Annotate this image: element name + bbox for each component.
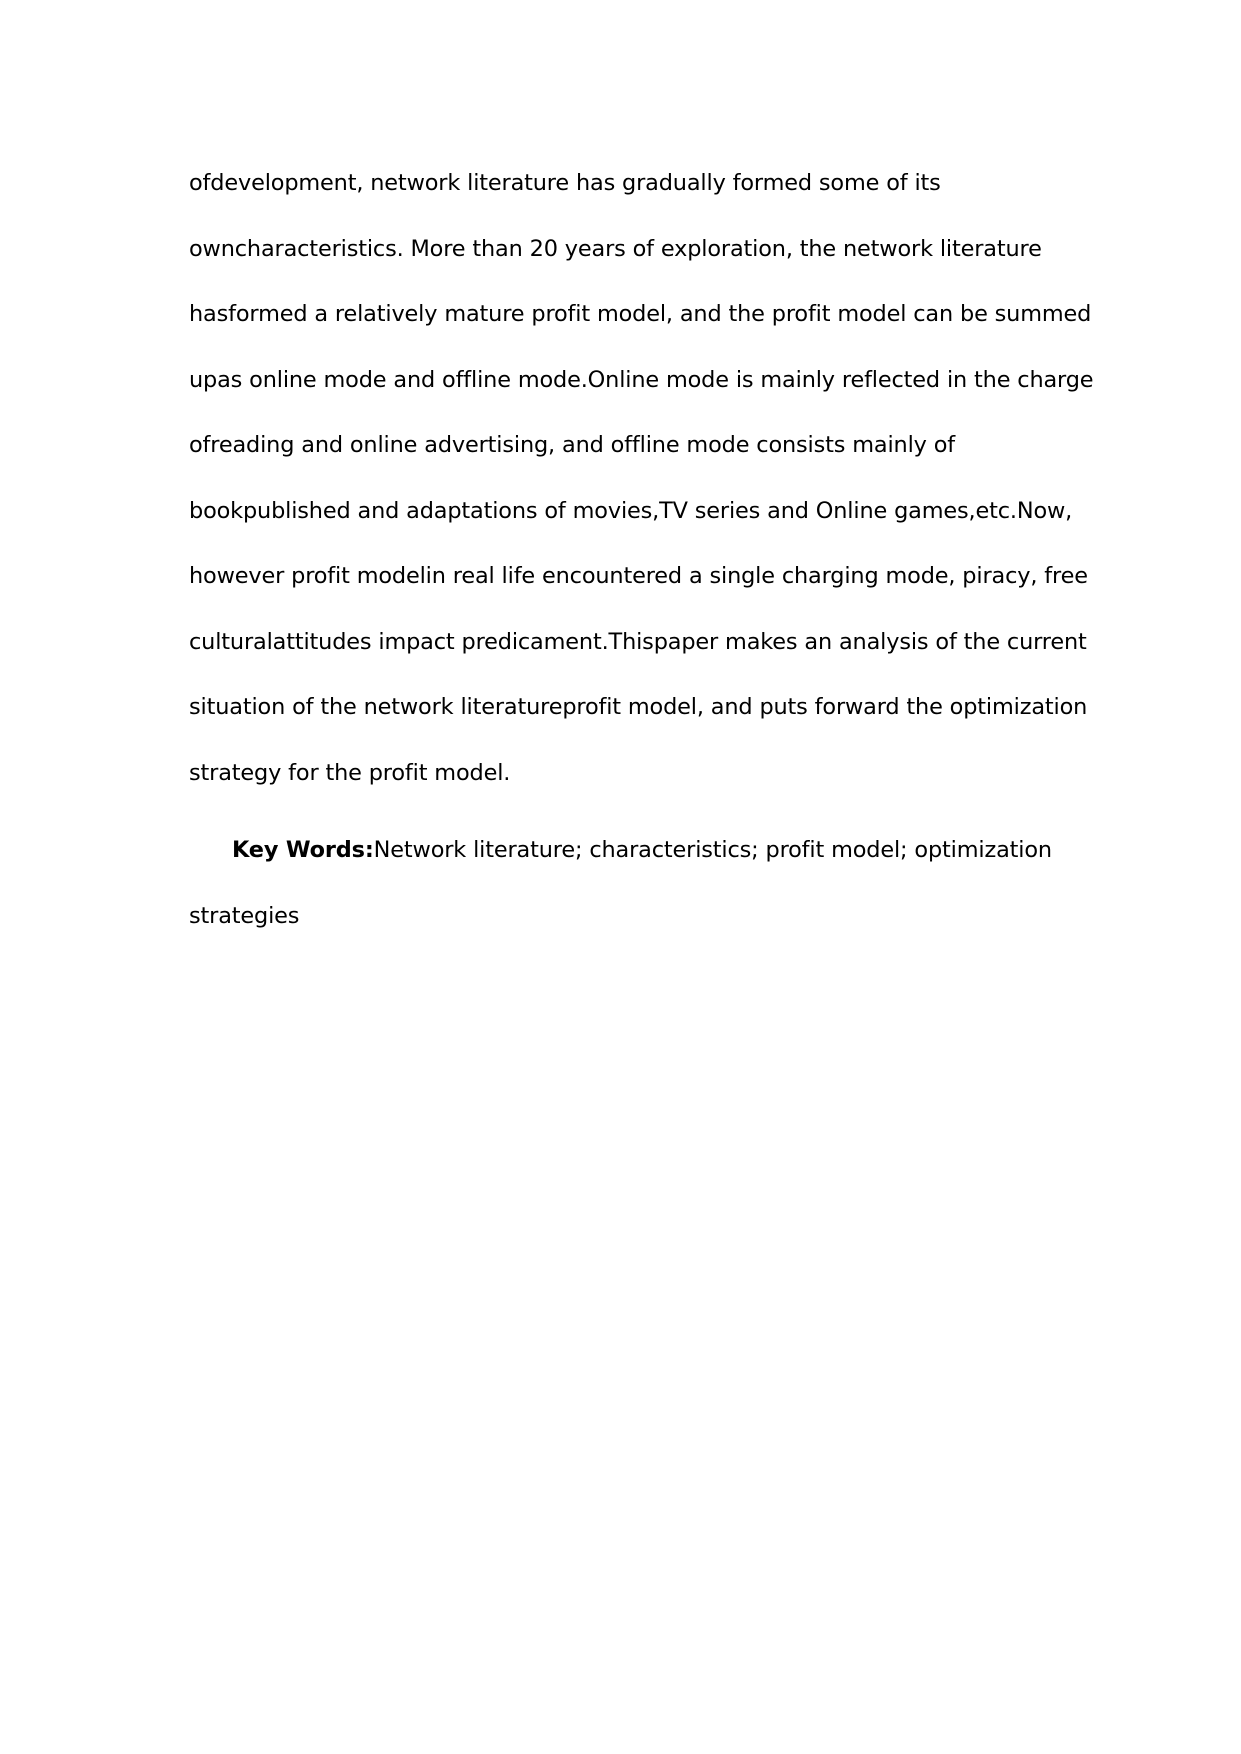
abstract-line: however profit modelin real life encountered a single charging mode, piracy, free <box>189 563 1088 589</box>
keywords-paragraph <box>189 830 1069 961</box>
abstract-line: bookpublished and adaptations of movies,TV series and Online games,etc.Now, <box>189 497 1073 524</box>
abstract-paragraph <box>189 163 1094 818</box>
abstract-line: upas online mode and offline mode.Online mode is mainly reflected in the charge <box>189 366 1094 393</box>
keywords-line <box>189 830 1069 896</box>
abstract-line: ofreading and online advertising, and offline mode consists mainly of <box>189 432 956 458</box>
abstract-line: culturalattitudes impact predicament.Thispaper makes an analysis of the current <box>189 628 1087 655</box>
abstract-line: situation of the network literatureprofit model, and puts forward the optimization <box>189 694 1088 720</box>
abstract-line: hasformed a relatively mature profit model, and the profit model can be summed <box>189 301 1092 327</box>
keywords-text: Network literature; characteristics; profit model; optimization <box>373 837 1052 863</box>
abstract-line: strategy for the profit model. <box>189 759 511 786</box>
keywords-label: Key Words: <box>232 837 374 863</box>
abstract-line: ofdevelopment, network literature has gradually formed some of its <box>189 170 941 196</box>
abstract-line: owncharacteristics. More than 20 years of exploration, the network literature <box>189 235 1042 262</box>
keywords-line: strategies <box>189 902 300 929</box>
